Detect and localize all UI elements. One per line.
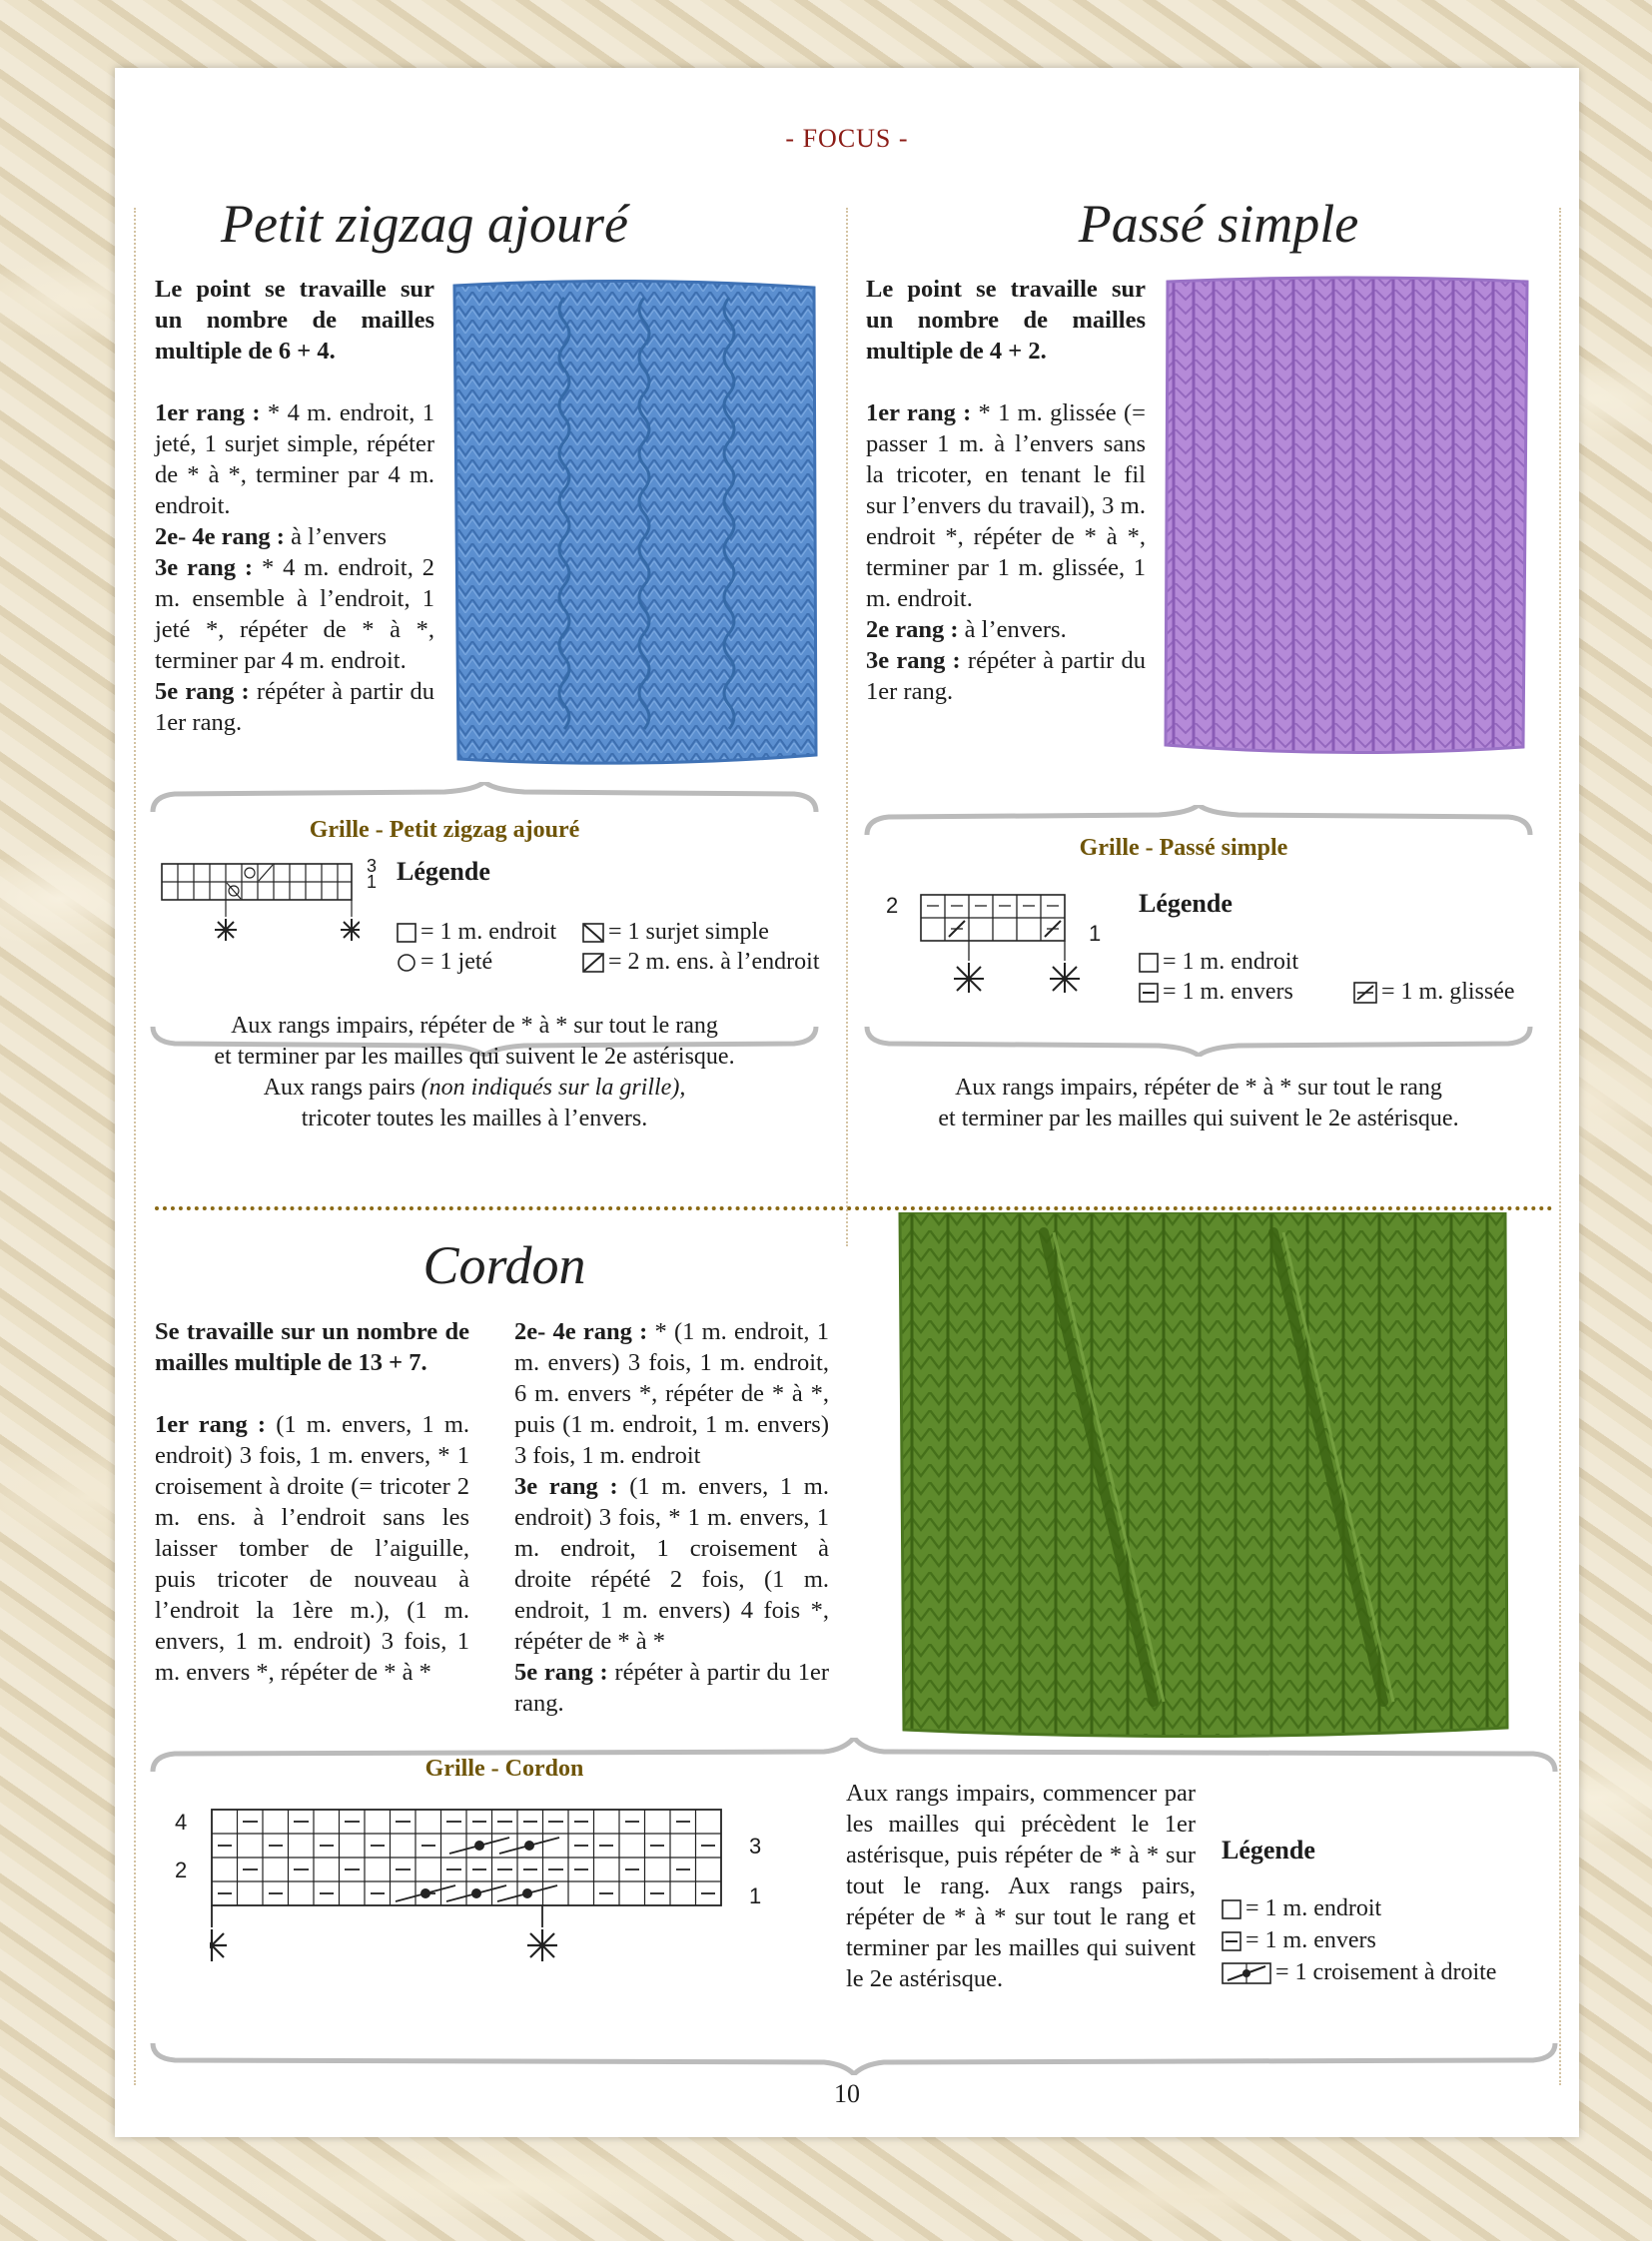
- passe-legend-purl: [1139, 979, 1293, 1006]
- passe-intro: Le point se travaille sur un nombre de mailles multiple de 4 + 2.: [866, 276, 1146, 365]
- cordon-stitch-grid: [210, 1808, 729, 1967]
- k2tog-icon: [582, 953, 604, 973]
- zigzag-legend-jete-label: = 1 jeté: [420, 949, 493, 975]
- knit-square-icon: [1222, 1899, 1241, 1919]
- cordon-row-label-4: 4: [175, 1810, 188, 1835]
- passe-row-label-2: 2: [886, 893, 899, 918]
- zigzag-note-4: tricoter toutes les mailles à l’envers.: [301, 1106, 648, 1131]
- cordon-r5-text: répéter à partir du 1er rang.: [514, 1659, 829, 1717]
- zigzag-instructions: [155, 397, 434, 738]
- cordon-r2-label: 2e- 4e rang :: [514, 1318, 648, 1345]
- passe-r1-label: 1er rang :: [866, 399, 972, 426]
- page: [115, 68, 1579, 2137]
- passe-note: [894, 1073, 1503, 1134]
- cordon-legend-knit-label: = 1 m. endroit: [1245, 1895, 1382, 1921]
- page-number: 10: [834, 2079, 860, 2108]
- zigzag-legend-ens-label: = 2 m. ens. à l’endroit: [608, 949, 820, 975]
- cordon-legend-title: Légende: [1222, 1836, 1315, 1865]
- slip-stitch-icon: [1353, 982, 1377, 1004]
- passe-instructions: [866, 397, 1146, 707]
- cordon-col2: [514, 1316, 829, 1719]
- zigzag-r1-text: * 4 m. endroit, 1 jeté, 1 surjet simple, répéter de * à *, terminer par 4 m. endroit.: [155, 399, 434, 519]
- passe-r1-text: * 1 m. glissée (= passer 1 m. à l’envers sans la tricoter, en tenant le fil sur l’envers du travail), 3 m. endroit *, répéter de * à *, terminer par 1 m. glissée, 1 m. endroit.: [866, 399, 1147, 612]
- zigzag-row-label-3: 3: [367, 856, 378, 876]
- passe-note-1: Aux rangs impairs, répéter de * à * sur tout le rang: [955, 1075, 1442, 1101]
- passe-r3-label: 3e rang :: [866, 647, 961, 674]
- zigzag-legend-knit-label: = 1 m. endroit: [420, 919, 557, 945]
- cordon-row-label-1: 1: [749, 1883, 762, 1908]
- cordon-legend-purl-label: = 1 m. envers: [1245, 1927, 1376, 1953]
- passe-title: Passé simple: [1078, 194, 1359, 254]
- center-divider: [846, 208, 848, 1246]
- passe-legend-slip: [1353, 979, 1515, 1006]
- zigzag-r2-label: 2e- 4e rang :: [155, 523, 285, 550]
- passe-r2-label: 2e rang :: [866, 616, 959, 643]
- cordon-note: Aux rangs impairs, commencer par les mailles qui précèdent le 1er astérisque, puis répéter de * à * sur tout le rang. Aux rangs pairs, répéter de * à * sur tout le rang et terminer par les mailles qui suivent le 2e astérisque.: [846, 1780, 1196, 1992]
- cordon-r3-text: (1 m. envers, 1 m. endroit) 3 fois, * 1 m. envers, 1 m. endroit, 1 croisement à droite répété 2 fois, (1 m. endroit, 1 m. envers) 4 fois *, répéter de * à *: [514, 1473, 829, 1655]
- zigzag-r2-text: à l’envers: [284, 523, 387, 550]
- zigzag-row-label-1: 1: [367, 872, 378, 892]
- zigzag-r3-label: 3e rang :: [155, 554, 254, 581]
- zigzag-swatch-photo: [444, 278, 824, 767]
- zigzag-r5-label: 5e rang :: [155, 678, 250, 705]
- cordon-r5-label: 5e rang :: [514, 1659, 608, 1686]
- passe-r3-text: répéter à partir du 1er rang.: [866, 647, 1146, 705]
- zigzag-r3-text: * 4 m. endroit, 2 m. ensemble à l’endroit, 1 jeté *, répéter de * à *, terminer par 4 m. endroit.: [155, 554, 434, 674]
- zigzag-legend-jete: [397, 949, 492, 976]
- zigzag-legend-knit: [397, 919, 556, 946]
- passe-stitch-grid: [919, 893, 1089, 993]
- cordon-r3-label: 3e rang :: [514, 1473, 618, 1500]
- passe-legend-purl-label: = 1 m. envers: [1163, 979, 1293, 1005]
- cordon-row-label-3: 3: [749, 1834, 762, 1859]
- surjet-icon: [582, 923, 604, 943]
- jete-circle-icon: [397, 953, 416, 973]
- knit-square-icon: [397, 923, 416, 943]
- passe-note-2: et terminer par les mailles qui suivent le 2e astérisque.: [938, 1106, 1459, 1131]
- passe-row-label-1: 1: [1089, 921, 1102, 946]
- passe-legend-knit-label: = 1 m. endroit: [1163, 949, 1299, 975]
- section-header: - FOCUS -: [785, 124, 909, 153]
- cordon-legend-cross: [1222, 1959, 1496, 1986]
- cordon-legend-purl: [1222, 1927, 1376, 1954]
- zigzag-r1-label: 1er rang :: [155, 399, 261, 426]
- zigzag-intro: Le point se travaille sur un nombre de mailles multiple de 6 + 4.: [155, 276, 434, 365]
- cordon-r1-text: (1 m. envers, 1 m. endroit) 3 fois, 1 m. envers, * 1 croisement à droite (= tricoter 2 m. ens. à l’endroit sans les laisser tomber de l’aiguille, puis tricoter de nouveau à l’endroit la 1ère m.), (1 m. envers, 1 m. endroit) 3 fois, 1 m. envers *, répéter de * à *: [155, 1411, 469, 1686]
- zigzag-title: Petit zigzag ajouré: [221, 194, 628, 254]
- cordon-intro: Se travaille sur un nombre de mailles multiple de 13 + 7.: [155, 1318, 469, 1376]
- passe-grid-title: Grille - Passé simple: [1079, 835, 1288, 861]
- zigzag-stitch-grid: [160, 862, 360, 942]
- zigzag-note-1: Aux rangs impairs, répéter de * à * sur tout le rang: [231, 1013, 718, 1039]
- left-border: [134, 208, 136, 2085]
- cordon-r1-label: 1er rang :: [155, 1411, 267, 1438]
- zigzag-legend-surjet-label: = 1 surjet simple: [608, 919, 769, 945]
- cordon-grid-title: Grille - Cordon: [424, 1756, 584, 1782]
- cordon-row-label-2: 2: [175, 1858, 188, 1882]
- cordon-legend-knit: [1222, 1895, 1381, 1922]
- passe-legend-title: Légende: [1139, 889, 1233, 918]
- right-cross-icon: [1222, 1962, 1271, 1984]
- cordon-col1: [155, 1409, 469, 1688]
- purl-square-icon: [1222, 1931, 1241, 1951]
- zigzag-note-3b: (non indiqués sur la grille),: [420, 1075, 686, 1101]
- zigzag-legend-title: Légende: [397, 857, 490, 886]
- zigzag-note-3a: Aux rangs pairs: [263, 1075, 421, 1101]
- passe-legend-knit: [1139, 949, 1298, 976]
- passe-r2-text: à l’envers.: [958, 616, 1067, 643]
- purl-square-icon: [1139, 983, 1159, 1003]
- zigzag-note-2: et terminer par les mailles qui suivent le 2e astérisque.: [214, 1044, 735, 1070]
- cordon-title: Cordon: [422, 1235, 586, 1295]
- zigzag-note: [175, 1011, 774, 1134]
- passe-swatch-photo: [1156, 276, 1535, 755]
- section-separator: [155, 1206, 1553, 1210]
- passe-legend-slip-label: = 1 m. glissée: [1381, 979, 1515, 1005]
- cordon-swatch-photo: [894, 1212, 1513, 1742]
- cordon-r2-text: * (1 m. endroit, 1 m. envers) 3 fois, 1 m. endroit, 6 m. envers *, répéter de * à *, puis (1 m. endroit, 1 m. envers) 3 fois, 1 m. endroit: [514, 1318, 829, 1469]
- zigzag-legend-surjet: [582, 919, 769, 946]
- cordon-legend-cross-label: = 1 croisement à droite: [1275, 1959, 1497, 1985]
- zigzag-grid-title: Grille - Petit zigzag ajouré: [309, 817, 580, 843]
- zigzag-r5-text: répéter à partir du 1er rang.: [155, 678, 434, 736]
- knit-square-icon: [1139, 953, 1159, 973]
- zigzag-legend-ens: [582, 949, 820, 976]
